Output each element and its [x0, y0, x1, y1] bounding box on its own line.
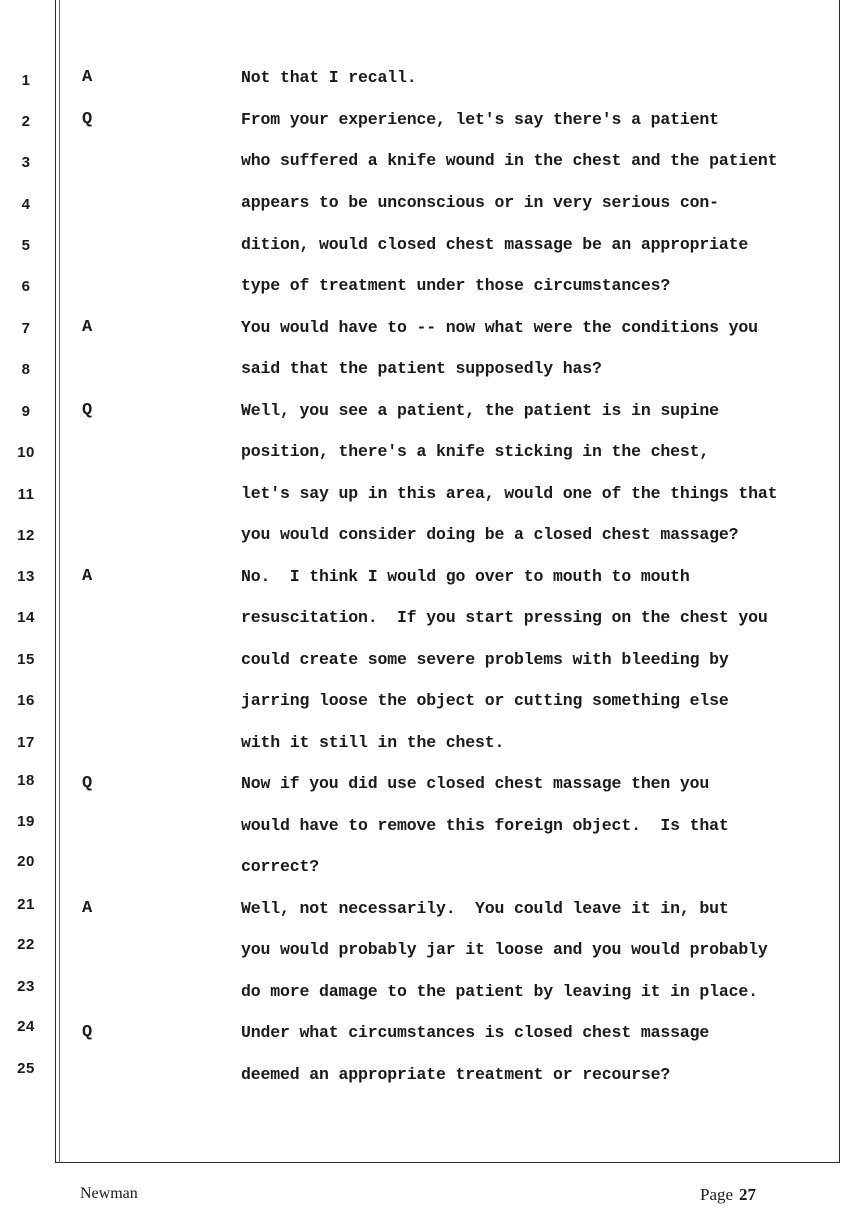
witness-name: Newman	[80, 1185, 138, 1202]
line-text: do more damage to the patient by leaving it in place.	[241, 982, 758, 1001]
line-number: 17	[17, 734, 35, 751]
line-number: 25	[17, 1060, 35, 1077]
speaker-label: A	[82, 899, 93, 918]
line-number-rule	[59, 0, 60, 1163]
line-text: resuscitation. If you start pressing on the chest you	[241, 608, 768, 627]
line-text: Well, not necessarily. You could leave it in, but	[241, 899, 729, 918]
line-number: 13	[17, 568, 35, 585]
line-number: 15	[17, 651, 35, 668]
line-number: 7	[21, 320, 31, 337]
speaker-label: Q	[82, 774, 93, 793]
speaker-label: Q	[82, 110, 93, 129]
line-number: 21	[17, 896, 35, 913]
page-number: 27	[739, 1185, 757, 1204]
line-number: 14	[17, 609, 35, 626]
speaker-label: A	[82, 567, 93, 586]
line-text: Not that I recall.	[241, 68, 417, 87]
line-number: 23	[17, 978, 35, 995]
line-text: said that the patient supposedly has?	[241, 359, 602, 378]
line-number: 4	[21, 196, 31, 213]
speaker-label: Q	[82, 1023, 93, 1042]
line-number: 18	[17, 772, 35, 789]
line-number: 8	[21, 361, 31, 378]
line-number: 16	[17, 692, 35, 709]
line-number: 24	[17, 1018, 35, 1035]
line-number: 6	[21, 278, 31, 295]
line-number: 12	[17, 527, 35, 544]
line-number: 5	[21, 237, 31, 254]
line-text: who suffered a knife wound in the chest and the patient	[241, 151, 778, 170]
line-text: No. I think I would go over to mouth to mouth	[241, 567, 690, 586]
line-number: 3	[21, 154, 31, 171]
line-text: Now if you did use closed chest massage then you	[241, 774, 710, 793]
line-text: you would consider doing be a closed chest massage?	[241, 525, 739, 544]
line-text: let's say up in this area, would one of the things that	[241, 484, 778, 503]
line-number: 19	[17, 813, 35, 830]
line-text: with it still in the chest.	[241, 733, 505, 752]
speaker-label: Q	[82, 401, 93, 420]
line-text: dition, would closed chest massage be an appropriate	[241, 235, 749, 254]
line-text: From your experience, let's say there's a patient	[241, 110, 719, 129]
speaker-label: A	[82, 68, 93, 87]
line-number: 20	[17, 853, 35, 870]
line-text: deemed an appropriate treatment or recourse?	[241, 1065, 671, 1084]
line-number: 11	[17, 486, 35, 503]
line-number: 22	[17, 936, 35, 953]
line-text: could create some severe problems with bleeding by	[241, 650, 729, 669]
line-text: would have to remove this foreign object. Is that	[241, 816, 729, 835]
line-text: Well, you see a patient, the patient is in supine	[241, 401, 719, 420]
line-text: You would have to -- now what were the conditions you	[241, 318, 758, 337]
line-text: correct?	[241, 857, 320, 876]
line-number: 9	[21, 403, 31, 420]
line-number: 2	[21, 113, 31, 130]
line-text: appears to be unconscious or in very serious con-	[241, 193, 719, 212]
line-text: jarring loose the object or cutting something else	[241, 691, 729, 710]
page-indicator	[700, 1185, 756, 1205]
line-text: you would probably jar it loose and you would probably	[241, 940, 768, 959]
line-number: 10	[17, 444, 35, 461]
page-label: Page	[700, 1185, 734, 1204]
line-text: Under what circumstances is closed chest massage	[241, 1023, 710, 1042]
line-text: type of treatment under those circumstances?	[241, 276, 671, 295]
line-text: position, there's a knife sticking in the chest,	[241, 442, 710, 461]
line-number: 1	[21, 72, 31, 89]
speaker-label: A	[82, 318, 93, 337]
